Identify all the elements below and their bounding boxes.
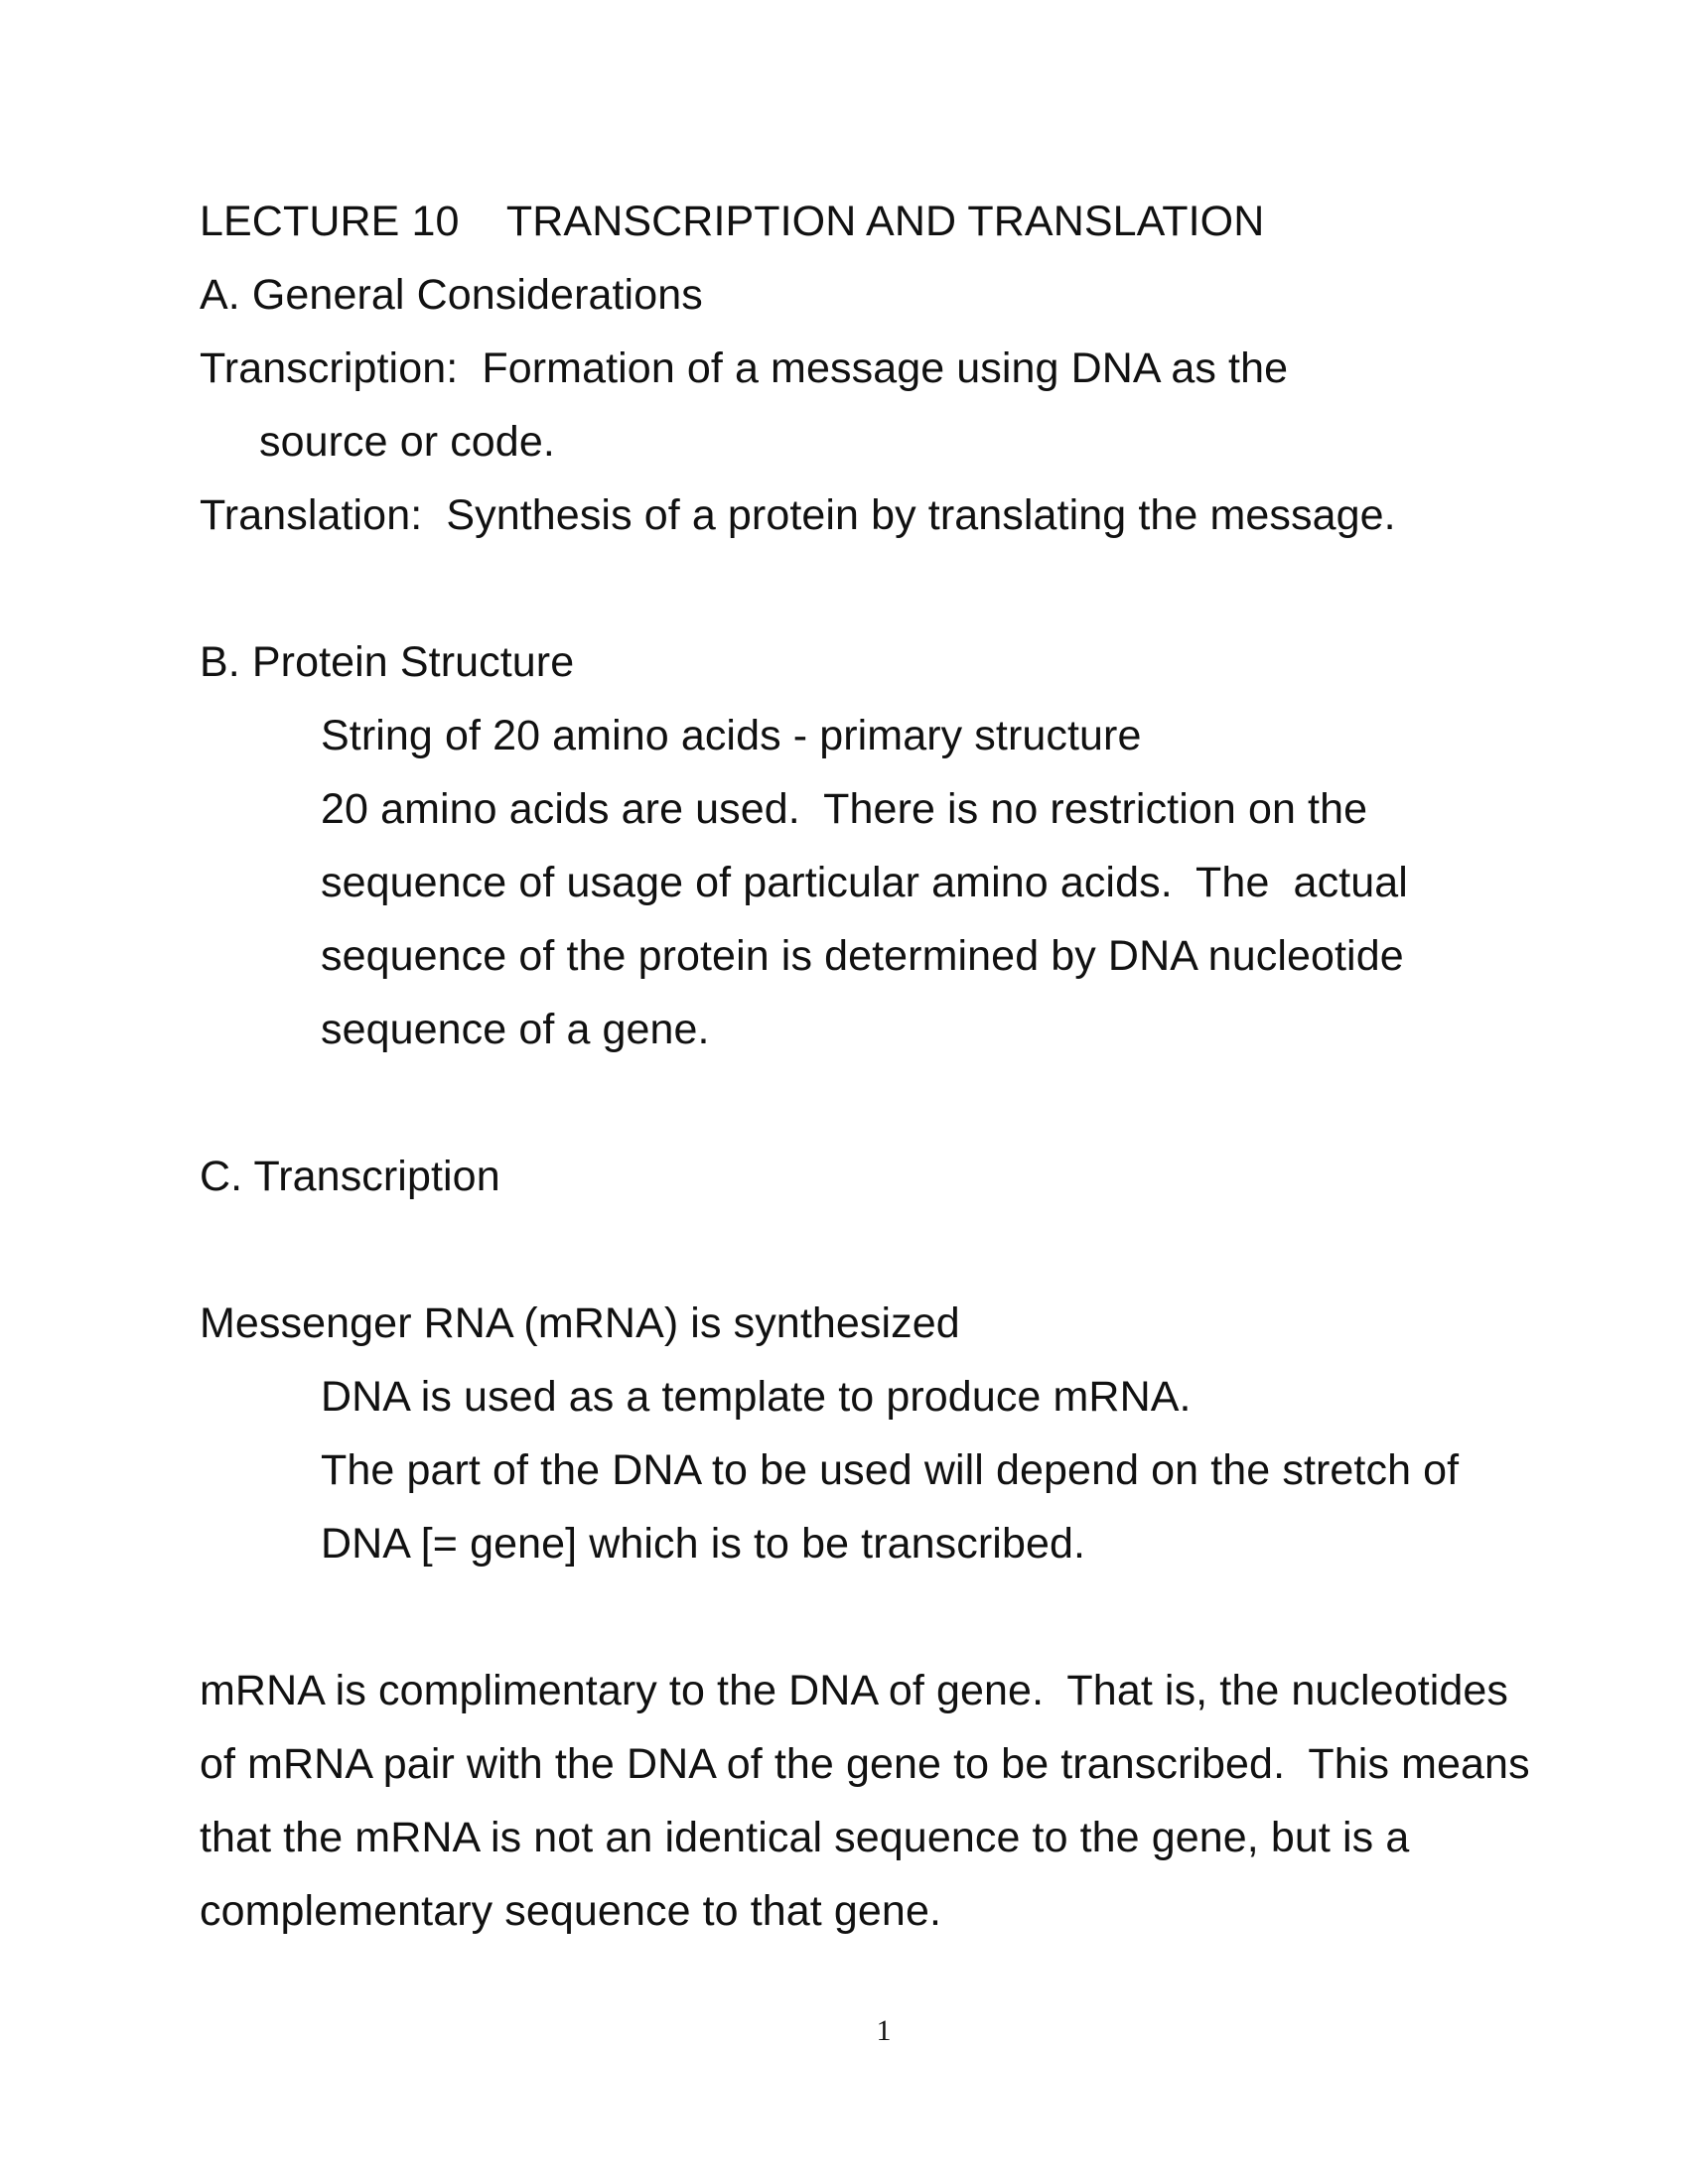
translation-definition: Translation: Synthesis of a protein by translating the message.	[200, 491, 1396, 539]
lecture-number: LECTURE 10	[200, 198, 460, 245]
section-c-heading: C. Transcription	[200, 1153, 500, 1200]
complementary-paragraph-line: of mRNA pair with the DNA of the gene to be transcribed. This means	[200, 1740, 1530, 1788]
page-number: 1	[876, 2014, 892, 2047]
protein-structure-line: sequence of usage of particular amino acids. The actual	[321, 859, 1408, 906]
complementary-paragraph-line: that the mRNA is not an identical sequence to the gene, but is a	[200, 1814, 1410, 1861]
protein-structure-line: String of 20 amino acids - primary structure	[321, 712, 1142, 759]
mrna-line: The part of the DNA to be used will depend on the stretch of	[321, 1446, 1460, 1494]
protein-structure-line: sequence of a gene.	[321, 1006, 710, 1053]
mrna-line: DNA [= gene] which is to be transcribed.	[321, 1520, 1086, 1568]
mrna-heading: Messenger RNA (mRNA) is synthesized	[200, 1299, 960, 1347]
complementary-paragraph-line: complementary sequence to that gene.	[200, 1887, 942, 1935]
protein-structure-line: 20 amino acids are used. There is no restriction on the	[321, 785, 1368, 833]
mrna-line: DNA is used as a template to produce mRNA.	[321, 1373, 1192, 1421]
transcription-definition-line-2: source or code.	[259, 418, 555, 466]
transcription-definition-line-1: Transcription: Formation of a message using DNA as the	[200, 344, 1289, 392]
section-b-heading: B. Protein Structure	[200, 638, 575, 686]
lecture-heading	[200, 196, 1264, 247]
section-a-heading: A. General Considerations	[200, 271, 703, 319]
complementary-paragraph-line: mRNA is complimentary to the DNA of gene. That is, the nucleotides	[200, 1667, 1509, 1714]
lecture-title: TRANSCRIPTION AND TRANSLATION	[505, 198, 1265, 245]
protein-structure-line: sequence of the protein is determined by DNA nucleotide	[321, 932, 1404, 980]
